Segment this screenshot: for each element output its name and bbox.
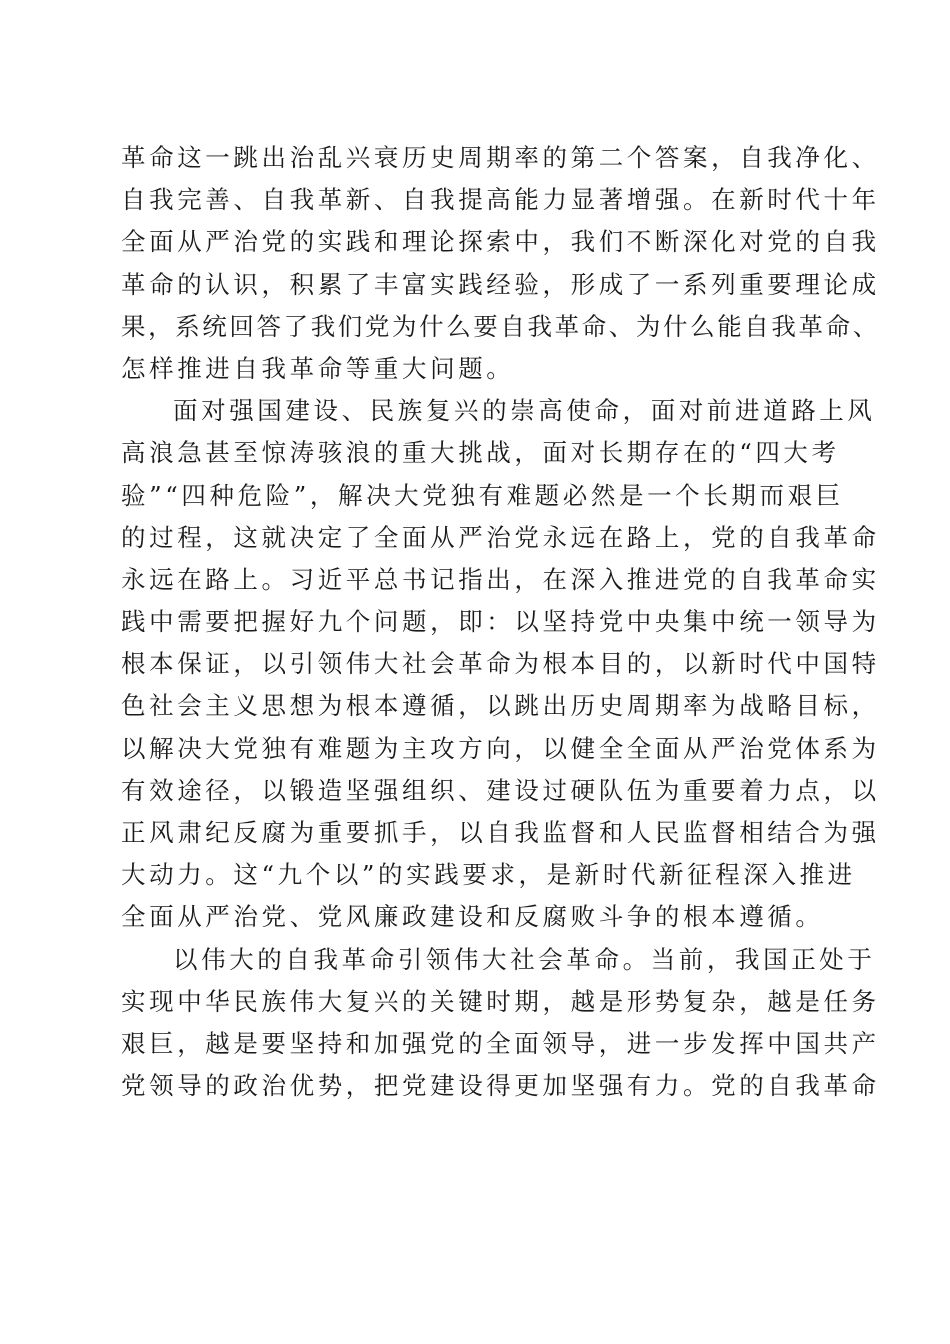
- body-text: [121, 137, 880, 1107]
- text-line: 面对强国建设、民族复兴的崇高使命，面对前进道路上风: [173, 396, 876, 426]
- text-line: 以解决大党独有难题为主攻方向，以健全全面从严治党体系为: [121, 733, 880, 763]
- text-line: 正风肃纪反腐为重要抓手，以自我监督和人民监督相结合为强: [121, 818, 880, 847]
- text-line: 艰巨，越是要坚持和加强党的全面领导，进一步发挥中国共产: [121, 1028, 880, 1058]
- text-line: 果，系统回答了我们党为什么要自我革命、为什么能自我革命、: [121, 311, 880, 341]
- text-line: 革命这一跳出治乱兴衰历史周期率的第二个答案，自我净化、: [121, 143, 880, 172]
- text-line: 高浪急甚至惊涛骇浪的重大挑战，面对长期存在的“四大考: [121, 438, 840, 468]
- text-line: 践中需要把握好九个问题，即：以坚持党中央集中统一领导为: [121, 607, 880, 637]
- text-line: 有效途径，以锻造坚强组织、建设过硬队伍为重要着力点，以: [121, 775, 880, 805]
- text-line: 色社会主义思想为根本遵循，以跳出历史周期率为战略目标，: [121, 691, 880, 721]
- text-line: 的过程，这就决定了全面从严治党永远在路上，党的自我革命: [121, 522, 880, 552]
- paragraph-1: [121, 137, 880, 390]
- text-line: 党领导的政治优势，把党建设得更加坚强有力。党的自我革命: [121, 1071, 880, 1101]
- text-line: 大动力。这“九个以”的实践要求，是新时代新征程深入推进: [121, 860, 856, 890]
- text-line: 全面从严治党、党风廉政建设和反腐败斗争的根本遵循。: [121, 902, 824, 932]
- paragraph-2: [121, 390, 880, 938]
- paragraph-3: [121, 939, 880, 1108]
- text-line: 全面从严治党的实践和理论探索中，我们不断深化对党的自我: [121, 227, 880, 257]
- text-line: 自我完善、自我革新、自我提高能力显著增强。在新时代十年: [121, 185, 880, 215]
- text-line: 怎样推进自我革命等重大问题。: [121, 353, 515, 383]
- text-line: 永远在路上。习近平总书记指出，在深入推进党的自我革命实: [121, 564, 880, 594]
- text-line: 革命的认识，积累了丰富实践经验，形成了一系列重要理论成: [121, 269, 880, 299]
- text-line: 验”“四种危险”，解决大党独有难题必然是一个长期而艰巨: [121, 480, 844, 510]
- text-line: 根本保证，以引领伟大社会革命为根本目的，以新时代中国特: [121, 649, 880, 679]
- text-line: 以伟大的自我革命引领伟大社会革命。当前，我国正处于: [173, 944, 876, 974]
- text-line: 实现中华民族伟大复兴的关键时期，越是形势复杂，越是任务: [121, 986, 880, 1016]
